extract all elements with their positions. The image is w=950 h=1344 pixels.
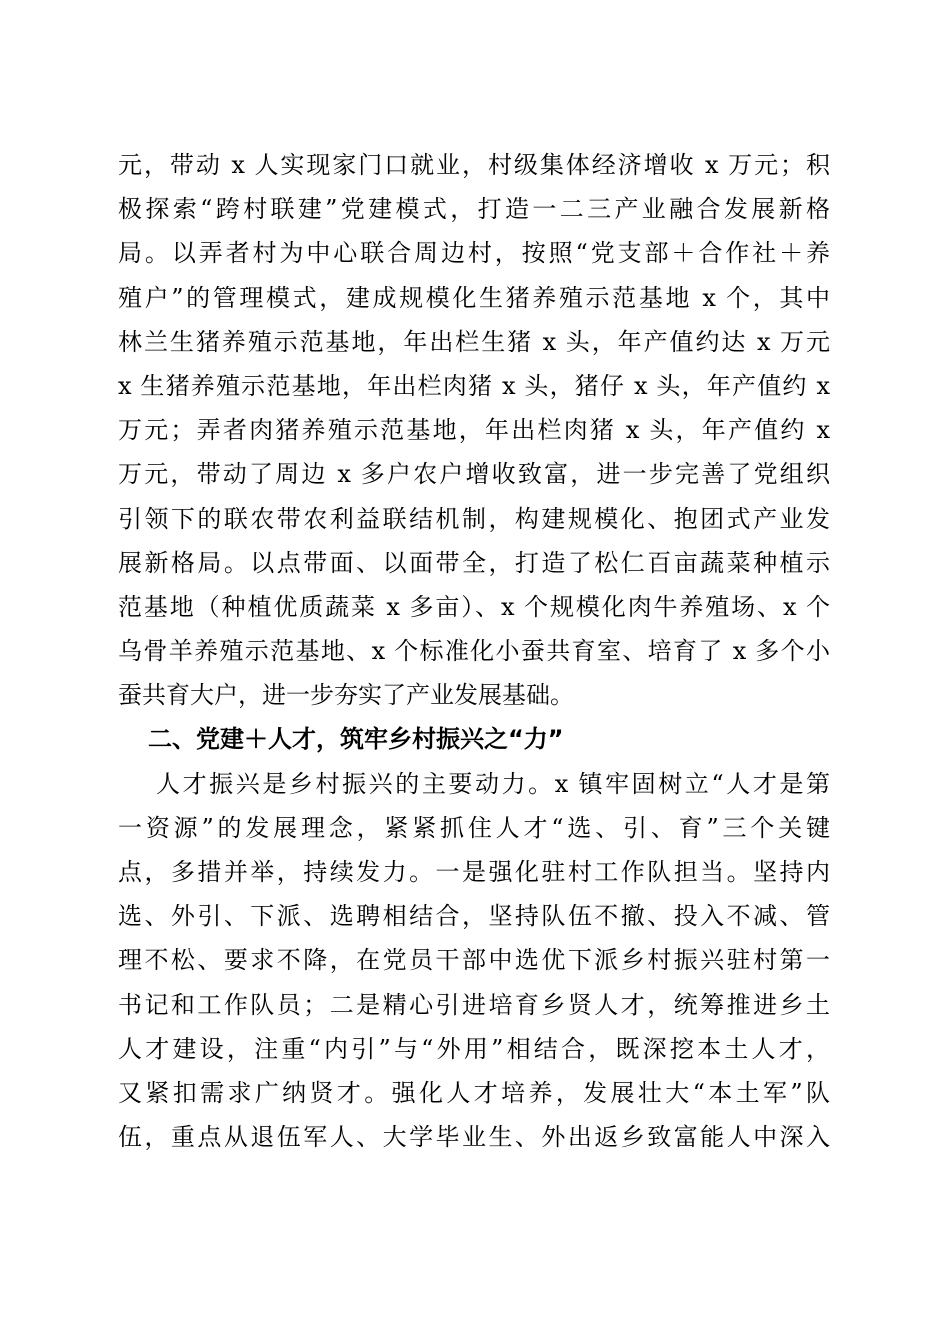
paragraph-line: 万元；弄者肉猪养殖示范基地，年出栏肉猪 x 头，年产值约 x: [118, 416, 830, 445]
paragraph-line: 蚕共育大户，进一步夯实了产业发展基础。: [118, 681, 574, 710]
paragraph-line: 展新格局。以点带面、以面带全，打造了松仁百亩蔬菜种植示: [118, 548, 830, 577]
paragraph-line: 殖户”的管理模式，建成规模化生猪养殖示范基地 x 个，其中: [118, 283, 830, 312]
paragraph-line: 万元，带动了周边 x 多户农户增收致富，进一步完善了党组织: [118, 460, 830, 489]
paragraph-line: 局。以弄者村为中心联合周边村，按照“党支部＋合作社＋养: [118, 239, 830, 268]
paragraph-line: 理不松、要求不降，在党员干部中选优下派乡村振兴驻村第一: [118, 946, 830, 975]
paragraph-line: 一资源”的发展理念，紧紧抓住人才“选、引、育”三个关键: [118, 813, 830, 842]
paragraph-line: 点，多措并举，持续发力。一是强化驻村工作队担当。坚持内: [118, 858, 830, 886]
paragraph-line: 乌骨羊养殖示范基地、x 个标准化小蚕共育室、培育了 x 多个小: [118, 637, 830, 666]
paragraph-line: 选、外引、下派、选聘相结合，坚持队伍不撤、投入不减、管: [118, 902, 830, 931]
paragraph-line: 元，带动 x 人实现家门口就业，村级集体经济增收 x 万元；积: [118, 151, 830, 179]
paragraph-line: 伍，重点从退伍军人、大学毕业生、外出返乡致富能人中深入: [118, 1123, 830, 1152]
paragraph-line: x 生猪养殖示范基地，年出栏肉猪 x 头，猪仔 x 头，年产值约 x: [118, 371, 830, 400]
document-body: [118, 143, 830, 1159]
paragraph-line: 又紧扣需求广纳贤才。强化人才培养，发展壮大“本土军”队: [118, 1078, 830, 1107]
paragraph-line: 引领下的联农带农利益联结机制，构建规模化、抱团式产业发: [118, 504, 830, 533]
paragraph-line: 人才振兴是乡村振兴的主要动力。x 镇牢固树立“人才是第: [156, 769, 830, 798]
paragraph-line: 范基地（种植优质蔬菜 x 多亩）、x 个规模化肉牛养殖场、x 个: [118, 592, 830, 621]
paragraph-line: 人才建设，注重“内引”与“外用”相结合，既深挖本土人才，: [118, 1034, 830, 1063]
paragraph-line: 林兰生猪养殖示范基地，年出栏生猪 x 头，年产值约达 x 万元: [118, 327, 830, 356]
paragraph-line: 书记和工作队员；二是精心引进培育乡贤人才，统筹推进乡土: [118, 990, 830, 1019]
paragraph-line: 极探索“跨村联建”党建模式，打造一二三产业融合发展新格: [118, 195, 830, 224]
section-heading: 二、党建＋人才，筑牢乡村振兴之“力”: [148, 725, 564, 754]
